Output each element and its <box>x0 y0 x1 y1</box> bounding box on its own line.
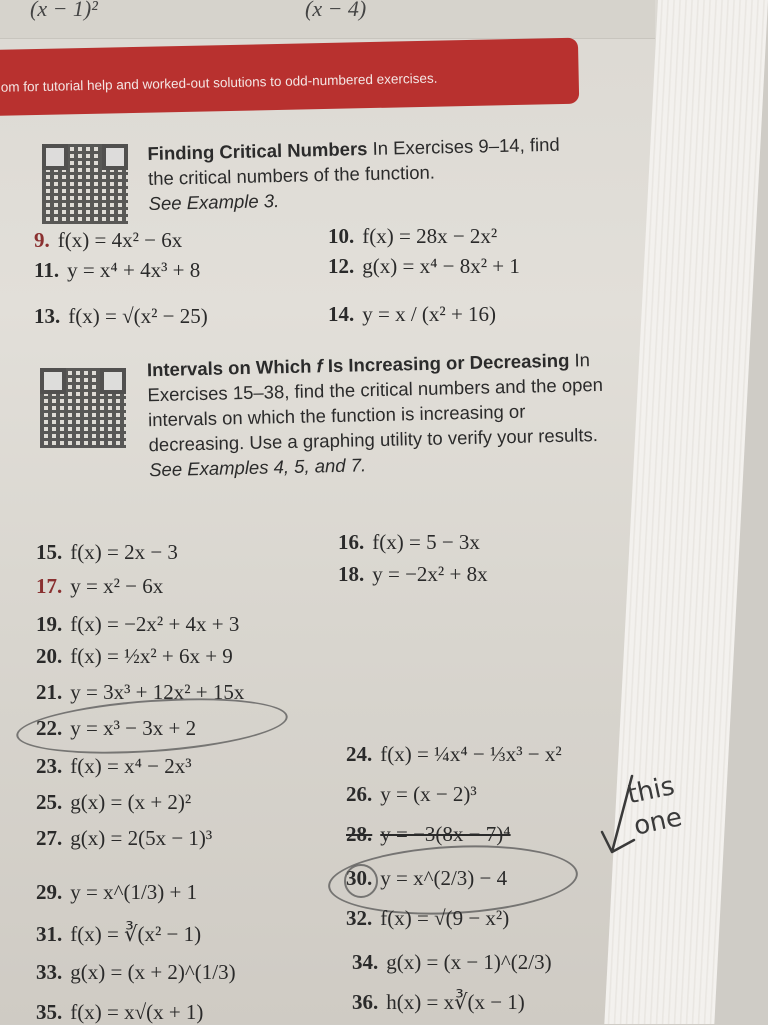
section-instruction: In Exercises 15–38, find the critical numbers and the open intervals on which the function is increasing or decreasing. Use a graphing utility to verify your results. <box>147 349 604 456</box>
handwritten-note: this one <box>624 771 685 842</box>
section-title: Finding Critical Numbers <box>147 138 368 164</box>
previous-page-fragment <box>0 0 655 39</box>
section-instruction: In Exercises 9–14, find the critical numbers of the function. <box>147 133 560 189</box>
exercise-24: 24. f(x) = ¼x⁴ − ⅓x³ − x² <box>346 742 562 766</box>
previous-fragment-left: (x − 1)² <box>30 0 98 21</box>
previous-fragment-right: (x − 4) <box>305 0 367 21</box>
exercise-27: 27. g(x) = 2(5x − 1)³ <box>36 826 213 850</box>
exercise-36: 36. h(x) = x∛(x − 1) <box>352 990 525 1014</box>
see-example: See Example 3. <box>148 190 280 214</box>
section-title: Intervals on Which f Is Increasing or Decreasing <box>146 349 570 381</box>
exercise-35: 35. f(x) = x√(x + 1) <box>36 1000 204 1024</box>
exercise-11: 11. y = x⁴ + 4x³ + 8 <box>34 258 201 282</box>
qr-code-icon <box>40 368 126 448</box>
exercise-22: 22. y = x³ − 3x + 2 <box>36 716 197 740</box>
exercise-32: 32. f(x) = √(9 − x²) <box>346 906 510 930</box>
tutorial-banner <box>0 38 579 116</box>
exercise-31: 31. f(x) = ∛(x² − 1) <box>36 922 202 946</box>
exercise-13: 13. f(x) = √(x² − 25) <box>34 304 208 328</box>
handwritten-arrow-icon <box>590 770 650 860</box>
exercise-17: 17. y = x² − 6x <box>36 574 164 598</box>
exercise-25: 25. g(x) = (x + 2)² <box>36 790 192 814</box>
exercise-30: 30. y = x^(2/3) − 4 <box>346 866 508 890</box>
qr-code-icon <box>42 144 128 224</box>
handwritten-circle-30-number <box>344 864 378 898</box>
exercise-10: 10. f(x) = 28x − 2x² <box>328 224 498 248</box>
exercise-16: 16. f(x) = 5 − 3x <box>338 530 480 554</box>
exercise-14: 14. y = x / (x² + 16) <box>328 302 497 326</box>
exercise-28: 28. y = −3(8x − 7)⁴ <box>346 822 511 846</box>
exercise-19: 19. f(x) = −2x² + 4x + 3 <box>36 612 240 636</box>
banner-text: om for tutorial help and worked-out solutions to odd-numbered exercises. <box>0 70 438 95</box>
see-example: See Examples 4, 5, and 7. <box>148 454 367 481</box>
exercise-29: 29. y = x^(1/3) + 1 <box>36 880 198 904</box>
section-critical-numbers <box>147 131 589 216</box>
exercise-15: 15. f(x) = 2x − 3 <box>36 540 178 564</box>
exercise-23: 23. f(x) = x⁴ − 2x³ <box>36 754 192 778</box>
exercise-20: 20. f(x) = ½x² + 6x + 9 <box>36 644 233 668</box>
exercise-9: 9. f(x) = 4x² − 6x <box>34 228 183 252</box>
exercise-33: 33. g(x) = (x + 2)^(1/3) <box>36 960 236 984</box>
section-increasing-decreasing <box>147 347 610 482</box>
exercise-34: 34. g(x) = (x − 1)^(2/3) <box>352 950 552 974</box>
exercise-18: 18. y = −2x² + 8x <box>338 562 488 586</box>
exercise-26: 26. y = (x − 2)³ <box>346 782 477 806</box>
exercise-21: 21. y = 3x³ + 12x² + 15x <box>36 680 245 704</box>
exercise-12: 12. g(x) = x⁴ − 8x² + 1 <box>328 254 520 278</box>
